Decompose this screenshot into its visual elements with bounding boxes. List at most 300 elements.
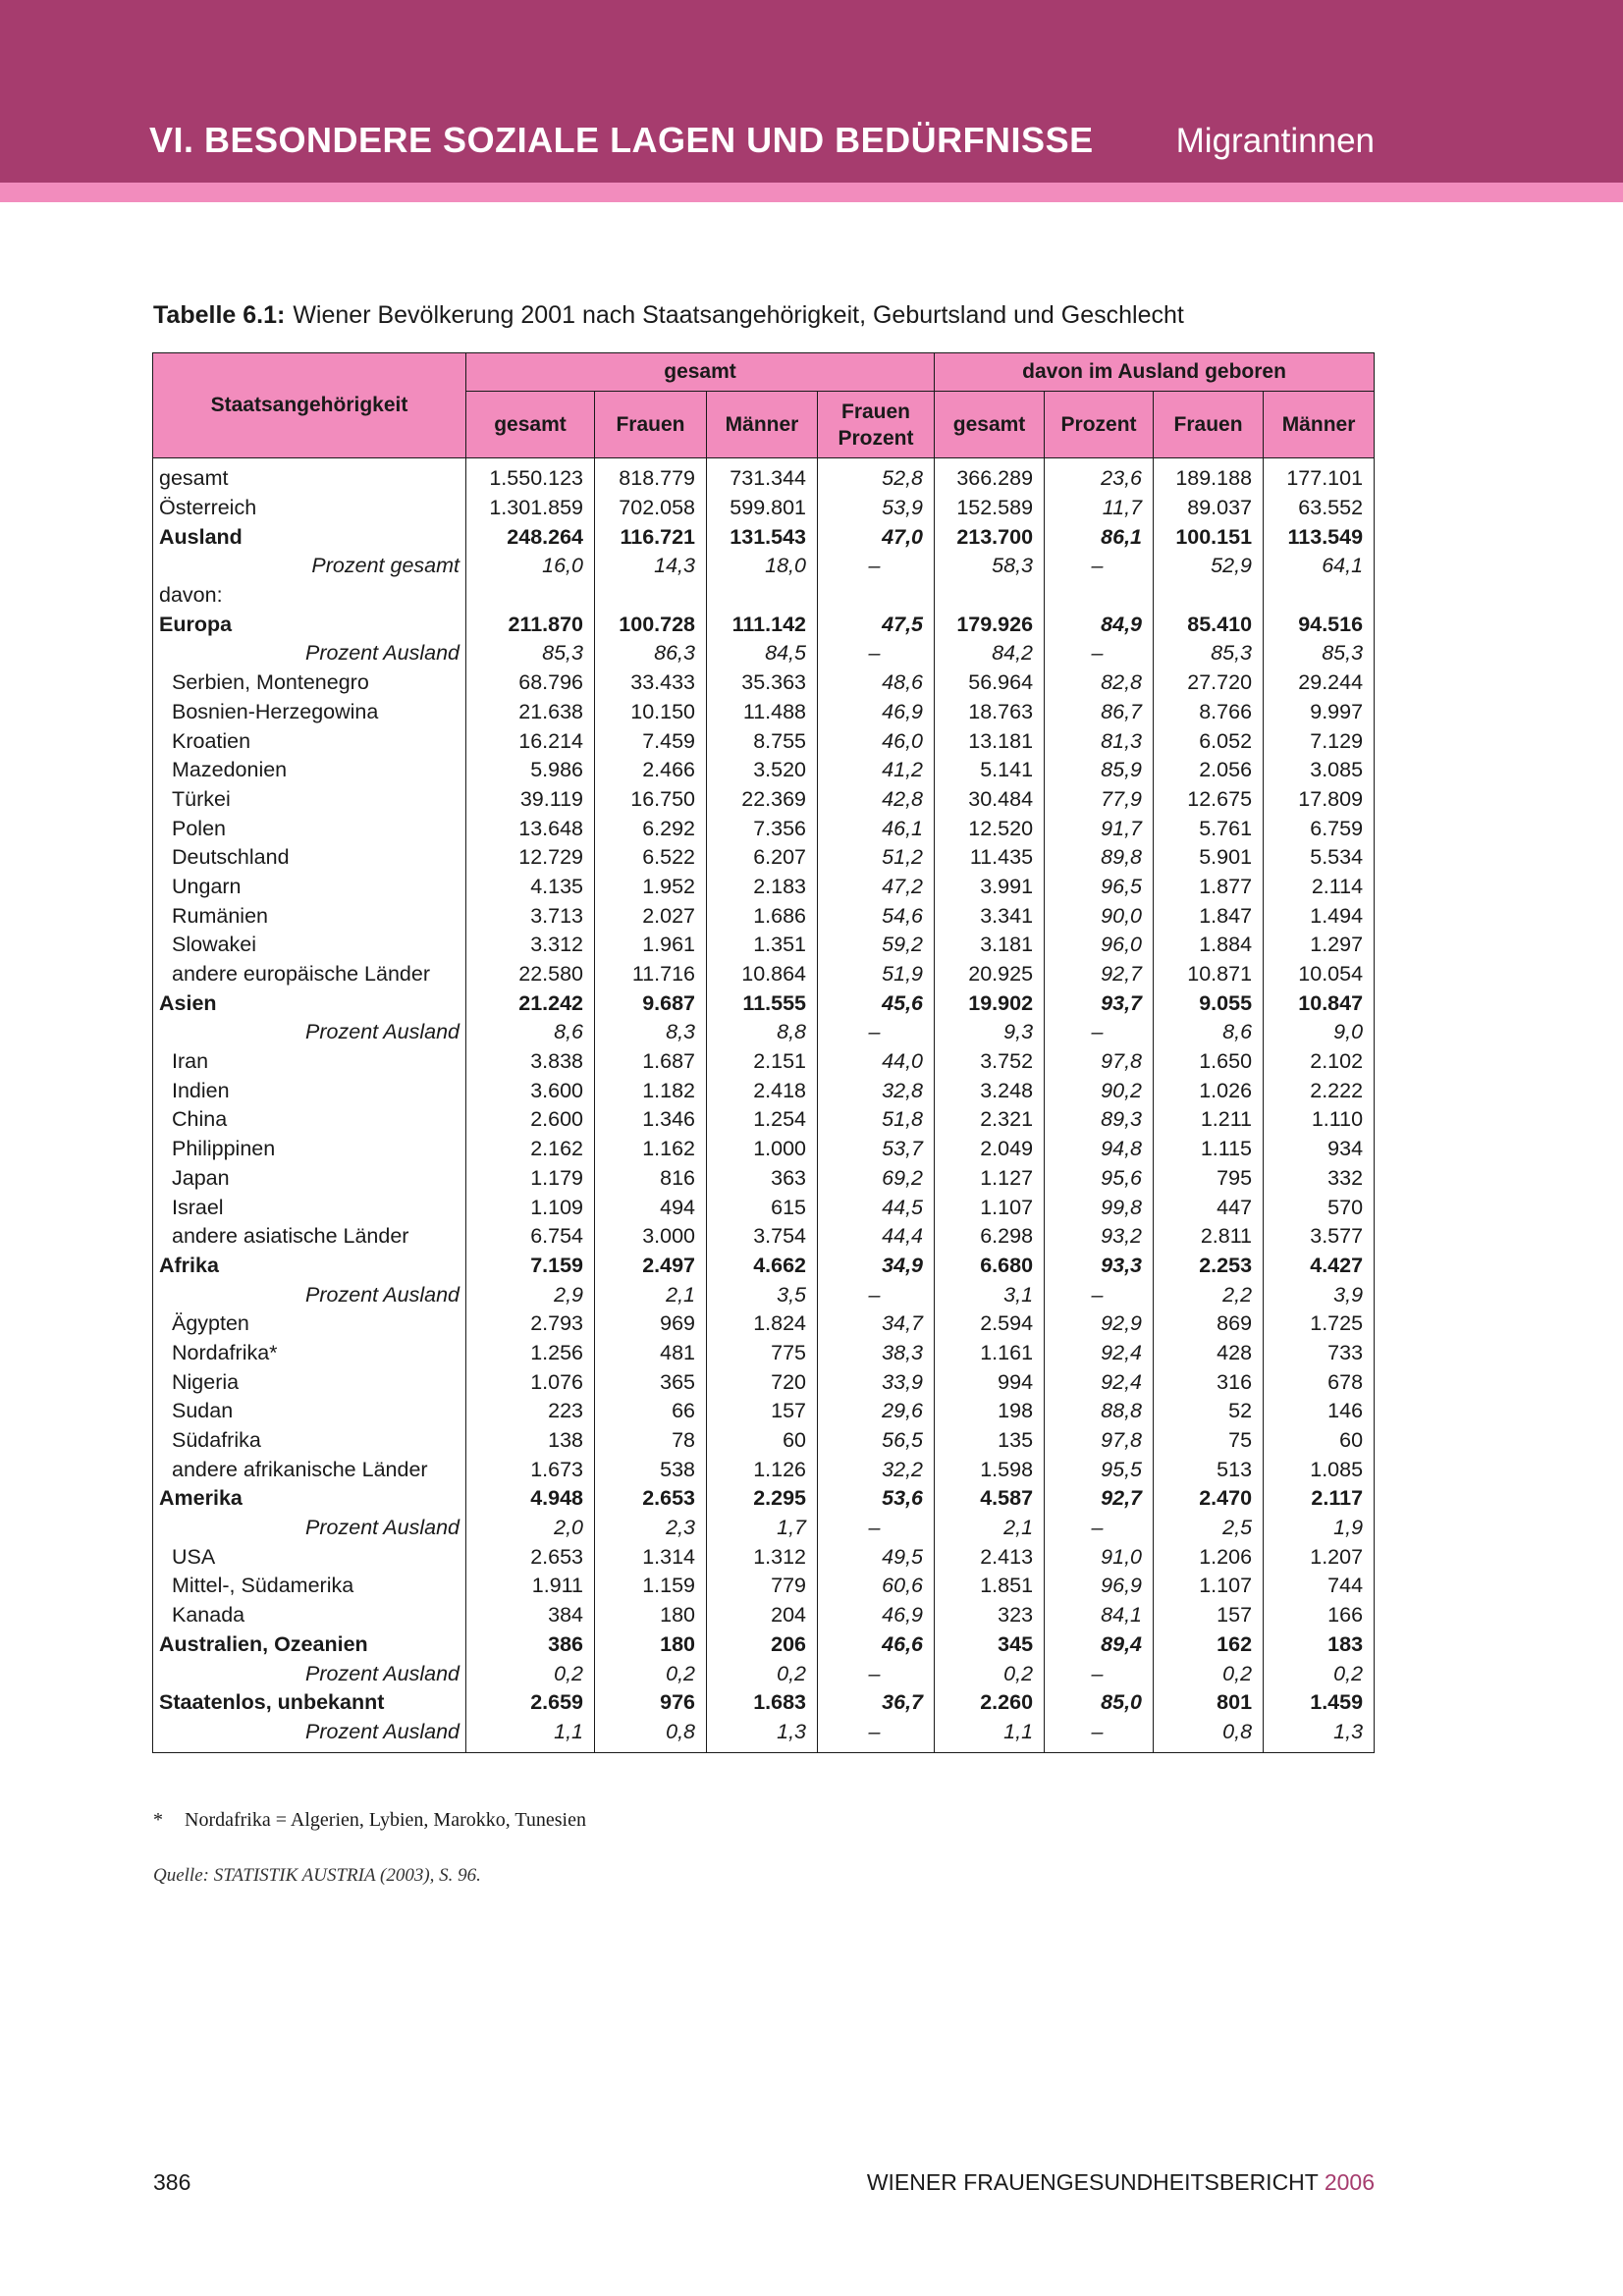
table-row xyxy=(153,1222,1375,1252)
table-cell: 36,7 xyxy=(818,1688,935,1718)
table-cell: 6.759 xyxy=(1264,814,1375,843)
table-cell: 8,3 xyxy=(595,1018,707,1047)
table-cell: 18,0 xyxy=(707,552,818,581)
table-cell: 0,2 xyxy=(595,1659,707,1688)
table-cell: 32,8 xyxy=(818,1076,935,1105)
table-cell: 96,0 xyxy=(1045,931,1154,960)
table-row xyxy=(153,1047,1375,1077)
table-cell: 177.101 xyxy=(1264,458,1375,494)
table-cell: 2.151 xyxy=(707,1047,818,1077)
table-cell: 75 xyxy=(1154,1426,1264,1456)
table-cell: 12.520 xyxy=(935,814,1045,843)
table-cell: 88,8 xyxy=(1045,1397,1154,1426)
table-cell: 33,9 xyxy=(818,1367,935,1397)
table-cell: 21.242 xyxy=(466,988,595,1018)
table-cell: 1.254 xyxy=(707,1105,818,1135)
table-cell: 702.058 xyxy=(595,494,707,523)
column-header: gesamt xyxy=(466,392,595,458)
table-row xyxy=(153,785,1375,815)
table-cell: 2.653 xyxy=(595,1484,707,1514)
row-label: Kroatien xyxy=(153,726,466,756)
table-cell: 7.129 xyxy=(1264,726,1375,756)
table-cell: 113.549 xyxy=(1264,522,1375,552)
table-cell: 3.520 xyxy=(707,756,818,785)
table-cell: 9,0 xyxy=(1264,1018,1375,1047)
table-cell: 4.135 xyxy=(466,873,595,902)
table-cell: 8,8 xyxy=(707,1018,818,1047)
table-row xyxy=(153,1076,1375,1105)
table-cell: 1.179 xyxy=(466,1164,595,1194)
table-cell: 44,5 xyxy=(818,1193,935,1222)
row-label: Türkei xyxy=(153,785,466,815)
row-label: andere afrikanische Länder xyxy=(153,1455,466,1484)
table-cell: 481 xyxy=(595,1339,707,1368)
table-cell: 2.114 xyxy=(1264,873,1375,902)
table-cell: 23,6 xyxy=(1045,458,1154,494)
row-label: Österreich xyxy=(153,494,466,523)
table-cell: 2.659 xyxy=(466,1688,595,1718)
section-name: Migrantinnen xyxy=(1175,122,1375,160)
table-cell: 248.264 xyxy=(466,522,595,552)
table-cell: 189.188 xyxy=(1154,458,1264,494)
source-note: Quelle: STATISTIK AUSTRIA (2003), S. 96. xyxy=(153,1865,481,1886)
row-label: Staatenlos, unbekannt xyxy=(153,1688,466,1718)
table-cell: 20.925 xyxy=(935,960,1045,989)
table-cell: 46,9 xyxy=(818,1601,935,1630)
row-label: Ausland xyxy=(153,522,466,552)
table-cell: 86,7 xyxy=(1045,698,1154,727)
table-cell: 6.754 xyxy=(466,1222,595,1252)
row-label: Kanada xyxy=(153,1601,466,1630)
table-cell: 33.433 xyxy=(595,668,707,698)
table-cell: 976 xyxy=(595,1688,707,1718)
table-cell: 2,1 xyxy=(595,1280,707,1309)
table-cell: 0,2 xyxy=(935,1659,1045,1688)
column-header: Männer xyxy=(1264,392,1375,458)
table-cell: 32,2 xyxy=(818,1455,935,1484)
table-cell: 3,9 xyxy=(1264,1280,1375,1309)
table-cell: 10.864 xyxy=(707,960,818,989)
table-cell: 92,7 xyxy=(1045,1484,1154,1514)
table-cell: 179.926 xyxy=(935,610,1045,639)
table-cell: 47,0 xyxy=(818,522,935,552)
table-cell: – xyxy=(818,1280,935,1309)
table-cell: 2.594 xyxy=(935,1309,1045,1339)
table-cell: – xyxy=(818,1018,935,1047)
table-row xyxy=(153,522,1375,552)
table-cell: 0,2 xyxy=(1154,1659,1264,1688)
table-cell: 16.750 xyxy=(595,785,707,815)
row-label: Australien, Ozeanien xyxy=(153,1630,466,1660)
row-label: Serbien, Montenegro xyxy=(153,668,466,698)
table-cell: 1,3 xyxy=(1264,1718,1375,1753)
row-label: davon: xyxy=(153,581,466,611)
table-cell: – xyxy=(818,1659,935,1688)
table-cell: 135 xyxy=(935,1426,1045,1456)
table-cell: 2.497 xyxy=(595,1252,707,1281)
table-cell: 44,4 xyxy=(818,1222,935,1252)
table-cell: 180 xyxy=(595,1601,707,1630)
table-row xyxy=(153,726,1375,756)
table-cell: 92,9 xyxy=(1045,1309,1154,1339)
table-cell: 56,5 xyxy=(818,1426,935,1456)
table-cell: 3.341 xyxy=(935,901,1045,931)
table-cell: 3.000 xyxy=(595,1222,707,1252)
table-cell: 94.516 xyxy=(1264,610,1375,639)
table-cell: 816 xyxy=(595,1164,707,1194)
table-cell: 1.085 xyxy=(1264,1455,1375,1484)
table-cell: 731.344 xyxy=(707,458,818,494)
table-cell: 131.543 xyxy=(707,522,818,552)
table-row xyxy=(153,494,1375,523)
chapter-title: VI. BESONDERE SOZIALE LAGEN UND BEDÜRFNISSE xyxy=(149,120,1094,160)
table-cell: 77,9 xyxy=(1045,785,1154,815)
table-cell: 17.809 xyxy=(1264,785,1375,815)
table-cell: 89,3 xyxy=(1045,1105,1154,1135)
table-cell: 1.109 xyxy=(466,1193,595,1222)
row-label: Bosnien-Herzegowina xyxy=(153,698,466,727)
table-cell: 13.181 xyxy=(935,726,1045,756)
table-cell: 599.801 xyxy=(707,494,818,523)
table-cell: 51,9 xyxy=(818,960,935,989)
table-cell: 11.435 xyxy=(935,843,1045,873)
table-cell: 1.824 xyxy=(707,1309,818,1339)
row-label: Nigeria xyxy=(153,1367,466,1397)
table-cell: 54,6 xyxy=(818,901,935,931)
table-cell: 1.000 xyxy=(707,1135,818,1164)
table-cell: – xyxy=(1045,552,1154,581)
table-cell: 53,6 xyxy=(818,1484,935,1514)
table-caption-label: Tabelle 6.1: xyxy=(153,301,286,329)
table-row xyxy=(153,1309,1375,1339)
table-cell: 52,8 xyxy=(818,458,935,494)
table-cell: 2.253 xyxy=(1154,1252,1264,1281)
row-label: Südafrika xyxy=(153,1426,466,1456)
table-row xyxy=(153,1484,1375,1514)
table-cell: 1.725 xyxy=(1264,1309,1375,1339)
table-cell: 157 xyxy=(1154,1601,1264,1630)
row-label: Prozent Ausland xyxy=(153,1718,466,1753)
table-row xyxy=(153,639,1375,668)
row-label: Prozent Ausland xyxy=(153,639,466,668)
row-label: Iran xyxy=(153,1047,466,1077)
table-row xyxy=(153,1455,1375,1484)
table-caption-text: Wiener Bevölkerung 2001 nach Staatsangehörigkeit, Geburtsland und Geschlecht xyxy=(293,301,1184,329)
table-cell: 1.598 xyxy=(935,1455,1045,1484)
row-label: gesamt xyxy=(153,458,466,494)
table-row xyxy=(153,610,1375,639)
table-cell: 2,3 xyxy=(595,1514,707,1543)
table-cell: 2.260 xyxy=(935,1688,1045,1718)
table-cell: 183 xyxy=(1264,1630,1375,1660)
table-row xyxy=(153,960,1375,989)
table-row xyxy=(153,901,1375,931)
row-label: Nordafrika* xyxy=(153,1339,466,1368)
table-cell: 1,3 xyxy=(707,1718,818,1753)
table-cell: 198 xyxy=(935,1397,1045,1426)
table-cell: 934 xyxy=(1264,1135,1375,1164)
table-cell: 93,3 xyxy=(1045,1252,1154,1281)
row-label: Amerika xyxy=(153,1484,466,1514)
table-cell: 1.952 xyxy=(595,873,707,902)
table-cell: 3.312 xyxy=(466,931,595,960)
table-cell: 5.901 xyxy=(1154,843,1264,873)
table-cell: 1.686 xyxy=(707,901,818,931)
table-cell: 6.522 xyxy=(595,843,707,873)
table-cell: 3.991 xyxy=(935,873,1045,902)
table-cell: 570 xyxy=(1264,1193,1375,1222)
table-cell: 93,7 xyxy=(1045,988,1154,1018)
table-cell: 1.494 xyxy=(1264,901,1375,931)
row-label: Europa xyxy=(153,610,466,639)
table-cell: 779 xyxy=(707,1572,818,1601)
table-cell: 3,1 xyxy=(935,1280,1045,1309)
table-cell: 211.870 xyxy=(466,610,595,639)
table-cell: – xyxy=(818,552,935,581)
table-cell: 0,8 xyxy=(595,1718,707,1753)
table-cell: 366.289 xyxy=(935,458,1045,494)
table-cell: 100.151 xyxy=(1154,522,1264,552)
table-cell: 5.534 xyxy=(1264,843,1375,873)
table-cell: 4.587 xyxy=(935,1484,1045,1514)
table-cell: 44,0 xyxy=(818,1047,935,1077)
table-cell: 994 xyxy=(935,1367,1045,1397)
table-cell: 775 xyxy=(707,1339,818,1368)
table-row xyxy=(153,843,1375,873)
table-cell: 1.459 xyxy=(1264,1688,1375,1718)
table-cell: 42,8 xyxy=(818,785,935,815)
table-cell xyxy=(1154,581,1264,611)
table-cell: 63.552 xyxy=(1264,494,1375,523)
table-cell: 0,8 xyxy=(1154,1718,1264,1753)
column-header: Prozent xyxy=(1045,392,1154,458)
table-cell: 46,1 xyxy=(818,814,935,843)
table-cell: 1.650 xyxy=(1154,1047,1264,1077)
table-cell: 60,6 xyxy=(818,1572,935,1601)
table-cell: 11.555 xyxy=(707,988,818,1018)
table-cell: 2.162 xyxy=(466,1135,595,1164)
table-cell: 733 xyxy=(1264,1339,1375,1368)
table-cell: 46,0 xyxy=(818,726,935,756)
table-cell: 3.752 xyxy=(935,1047,1045,1077)
table-cell: 29,6 xyxy=(818,1397,935,1426)
table-cell: 16.214 xyxy=(466,726,595,756)
table-cell: 1.346 xyxy=(595,1105,707,1135)
table-cell: 10.150 xyxy=(595,698,707,727)
table-cell: 52 xyxy=(1154,1397,1264,1426)
row-label: Prozent gesamt xyxy=(153,552,466,581)
row-label: Slowakei xyxy=(153,931,466,960)
table-cell: 49,5 xyxy=(818,1542,935,1572)
population-table xyxy=(152,352,1375,1753)
table-cell: 47,5 xyxy=(818,610,935,639)
table-cell: 1.115 xyxy=(1154,1135,1264,1164)
table-row xyxy=(153,1688,1375,1718)
table-cell: 96,9 xyxy=(1045,1572,1154,1601)
table-cell: 1.683 xyxy=(707,1688,818,1718)
table-cell: 1.301.859 xyxy=(466,494,595,523)
table-cell: 1.206 xyxy=(1154,1542,1264,1572)
table-cell: 2.413 xyxy=(935,1542,1045,1572)
table-cell: – xyxy=(1045,1718,1154,1753)
table-cell: 447 xyxy=(1154,1193,1264,1222)
table-cell: 53,7 xyxy=(818,1135,935,1164)
table-cell: 22.580 xyxy=(466,960,595,989)
table-cell: 365 xyxy=(595,1367,707,1397)
table-row xyxy=(153,1339,1375,1368)
table-cell: 8.766 xyxy=(1154,698,1264,727)
table-row xyxy=(153,1426,1375,1456)
table-cell: 801 xyxy=(1154,1688,1264,1718)
row-label: Prozent Ausland xyxy=(153,1280,466,1309)
table-cell: 428 xyxy=(1154,1339,1264,1368)
row-label: andere europäische Länder xyxy=(153,960,466,989)
table-cell: 99,8 xyxy=(1045,1193,1154,1222)
row-label: Philippinen xyxy=(153,1135,466,1164)
table-cell: 84,2 xyxy=(935,639,1045,668)
column-header: Frauen xyxy=(1154,392,1264,458)
table-row xyxy=(153,581,1375,611)
row-label: China xyxy=(153,1105,466,1135)
table-cell: 58,3 xyxy=(935,552,1045,581)
table-cell: 81,3 xyxy=(1045,726,1154,756)
table-cell: 34,9 xyxy=(818,1252,935,1281)
table-cell: 94,8 xyxy=(1045,1135,1154,1164)
table-cell: 2,9 xyxy=(466,1280,595,1309)
table-cell: 14,3 xyxy=(595,552,707,581)
table-cell: 91,7 xyxy=(1045,814,1154,843)
table-cell: – xyxy=(1045,1514,1154,1543)
report-title xyxy=(867,2169,1375,2196)
table-cell: 3.248 xyxy=(935,1076,1045,1105)
table-cell: 21.638 xyxy=(466,698,595,727)
table-cell: 0,2 xyxy=(707,1659,818,1688)
table-cell: 2.466 xyxy=(595,756,707,785)
table-cell: 1.256 xyxy=(466,1339,595,1368)
table-cell: 13.648 xyxy=(466,814,595,843)
table-cell: – xyxy=(1045,1280,1154,1309)
table-cell xyxy=(466,581,595,611)
table-cell: 2.811 xyxy=(1154,1222,1264,1252)
row-label: Ägypten xyxy=(153,1309,466,1339)
table-row xyxy=(153,552,1375,581)
table-cell: 27.720 xyxy=(1154,668,1264,698)
table-cell: 146 xyxy=(1264,1397,1375,1426)
table-cell: 1.107 xyxy=(1154,1572,1264,1601)
table-cell: 38,3 xyxy=(818,1339,935,1368)
table-row xyxy=(153,1397,1375,1426)
table-cell: – xyxy=(1045,639,1154,668)
table-cell: 47,2 xyxy=(818,873,935,902)
table-cell xyxy=(707,581,818,611)
column-header: Frauen xyxy=(595,392,707,458)
table-row xyxy=(153,1514,1375,1543)
table-cell: 1.312 xyxy=(707,1542,818,1572)
table-cell: 92,4 xyxy=(1045,1367,1154,1397)
table-cell: 68.796 xyxy=(466,668,595,698)
row-label: Mazedonien xyxy=(153,756,466,785)
table-cell: 744 xyxy=(1264,1572,1375,1601)
table-cell: 100.728 xyxy=(595,610,707,639)
table-cell xyxy=(818,581,935,611)
table-cell: 204 xyxy=(707,1601,818,1630)
table-cell: 6.298 xyxy=(935,1222,1045,1252)
table-cell: 3.713 xyxy=(466,901,595,931)
table-cell: 78 xyxy=(595,1426,707,1456)
table-cell: 2.027 xyxy=(595,901,707,931)
table-cell: 90,2 xyxy=(1045,1076,1154,1105)
table-cell: 1.851 xyxy=(935,1572,1045,1601)
table-cell: 1.877 xyxy=(1154,873,1264,902)
table-cell: 85,3 xyxy=(1154,639,1264,668)
table-cell: 869 xyxy=(1154,1309,1264,1339)
table-row xyxy=(153,1164,1375,1194)
table-row xyxy=(153,698,1375,727)
table-row xyxy=(153,1572,1375,1601)
table-row xyxy=(153,1630,1375,1660)
table-cell: 316 xyxy=(1154,1367,1264,1397)
table-cell: 52,9 xyxy=(1154,552,1264,581)
row-label: Afrika xyxy=(153,1252,466,1281)
row-label: USA xyxy=(153,1542,466,1572)
table-cell: 8,6 xyxy=(466,1018,595,1047)
table-cell: 84,1 xyxy=(1045,1601,1154,1630)
table-cell: 22.369 xyxy=(707,785,818,815)
table-cell: 91,0 xyxy=(1045,1542,1154,1572)
group-header-total: gesamt xyxy=(466,353,935,392)
table-cell xyxy=(1264,581,1375,611)
table-row xyxy=(153,873,1375,902)
table-cell: 345 xyxy=(935,1630,1045,1660)
table-cell: 85,3 xyxy=(466,639,595,668)
table-cell: 10.054 xyxy=(1264,960,1375,989)
table-cell: 86,1 xyxy=(1045,522,1154,552)
table-cell: 223 xyxy=(466,1397,595,1426)
table-cell: 1.161 xyxy=(935,1339,1045,1368)
table-cell: 2,2 xyxy=(1154,1280,1264,1309)
table-cell: 69,2 xyxy=(818,1164,935,1194)
table-cell: 1.026 xyxy=(1154,1076,1264,1105)
table-cell: 3.577 xyxy=(1264,1222,1375,1252)
row-label: Israel xyxy=(153,1193,466,1222)
table-cell: 1.126 xyxy=(707,1455,818,1484)
table-row xyxy=(153,1018,1375,1047)
table-cell: 19.902 xyxy=(935,988,1045,1018)
table-cell: 45,6 xyxy=(818,988,935,1018)
table-cell: 16,0 xyxy=(466,552,595,581)
table-cell: 2.418 xyxy=(707,1076,818,1105)
table-cell: 138 xyxy=(466,1426,595,1456)
column-header: gesamt xyxy=(935,392,1045,458)
table-cell: 2.793 xyxy=(466,1309,595,1339)
table-cell: – xyxy=(1045,1659,1154,1688)
table-cell: 89,8 xyxy=(1045,843,1154,873)
table-cell: 2.295 xyxy=(707,1484,818,1514)
table-cell: 85,3 xyxy=(1264,639,1375,668)
table-cell: 2.470 xyxy=(1154,1484,1264,1514)
table-cell: 1.673 xyxy=(466,1455,595,1484)
table-cell: 5.141 xyxy=(935,756,1045,785)
table-cell: 34,7 xyxy=(818,1309,935,1339)
table-row xyxy=(153,1193,1375,1222)
table-row xyxy=(153,988,1375,1018)
table-cell xyxy=(935,581,1045,611)
table-cell: 85,9 xyxy=(1045,756,1154,785)
table-cell: 85,0 xyxy=(1045,1688,1154,1718)
table-cell: 60 xyxy=(1264,1426,1375,1456)
column-header: Frauen Prozent xyxy=(818,392,935,458)
table-cell xyxy=(595,581,707,611)
